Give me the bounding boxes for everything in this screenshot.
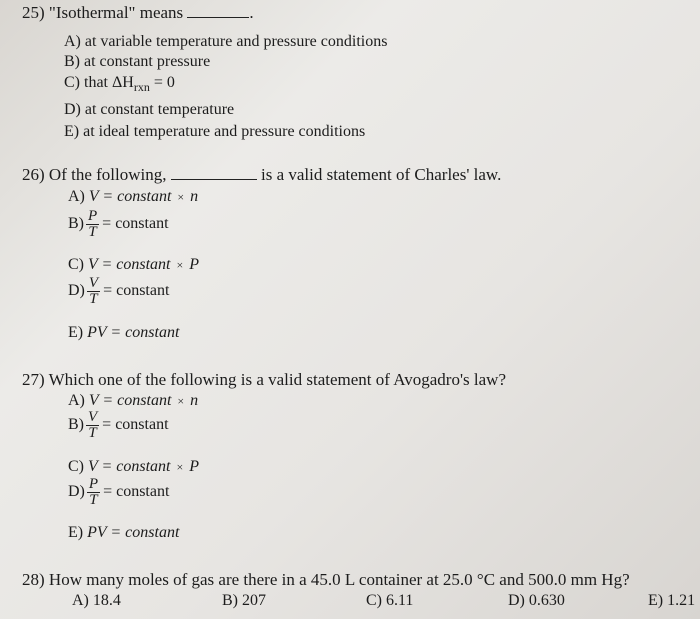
q27-option-c: C) V = constant × P: [68, 458, 200, 475]
fraction: $\frac{V}{T}$: [88, 275, 99, 307]
fraction: $\frac{V}{T}$: [88, 409, 98, 441]
answer-blank: [187, 17, 249, 18]
q28-option-d: D) 0.630: [508, 592, 565, 609]
q26-option-c: C) V = constant × P: [68, 256, 200, 273]
q26-option-d: D) $\frac{V}{T}$ = constant: [68, 275, 170, 307]
q26-option-e: E) PV = constant: [68, 324, 180, 341]
fraction: $\frac{P}{T}$: [88, 476, 99, 508]
q28-option-a: A) 18.4: [72, 592, 121, 609]
q25-option-b: B) at constant pressure: [64, 53, 211, 70]
question-26-stem: 26) Of the following, is a valid statement of Charles' law.: [22, 165, 502, 184]
q25-option-a: A) at variable temperature and pressure conditions: [64, 33, 388, 50]
q28-option-b: B) 207: [222, 592, 266, 609]
q27-option-b: B) $\frac{V}{T}$ = constant: [68, 409, 169, 441]
q25-option-d: D) at constant temperature: [64, 101, 235, 118]
question-25-stem: 25) "Isothermal" means .: [22, 3, 254, 22]
q26-option-a: A) V = constant × n: [68, 188, 199, 205]
q26-option-b: B) $\frac{P}{T}$ = constant: [68, 208, 169, 240]
q25-option-c: C) that $\Delta H_{rxn} = 0$: [64, 74, 175, 94]
fraction: $\frac{P}{T}$: [88, 208, 98, 240]
q28-option-c: C) 6.11: [366, 592, 414, 609]
answer-blank: [171, 179, 257, 180]
q25-option-e: E) at ideal temperature and pressure conditions: [64, 123, 366, 140]
q27-option-e: E) PV = constant: [68, 524, 180, 541]
q27-option-d: D) $\frac{P}{T}$ = constant: [68, 476, 170, 508]
q27-option-a: A) V = constant × n: [68, 392, 199, 409]
question-28-stem: 28) How many moles of gas are there in a 45.0 L container at 25.0 °C and 500.0 mm Hg?: [22, 570, 630, 589]
q28-option-e: E) 1.21: [648, 592, 696, 609]
question-27-stem: 27) Which one of the following is a valid statement of Avogadro's law?: [22, 370, 506, 389]
